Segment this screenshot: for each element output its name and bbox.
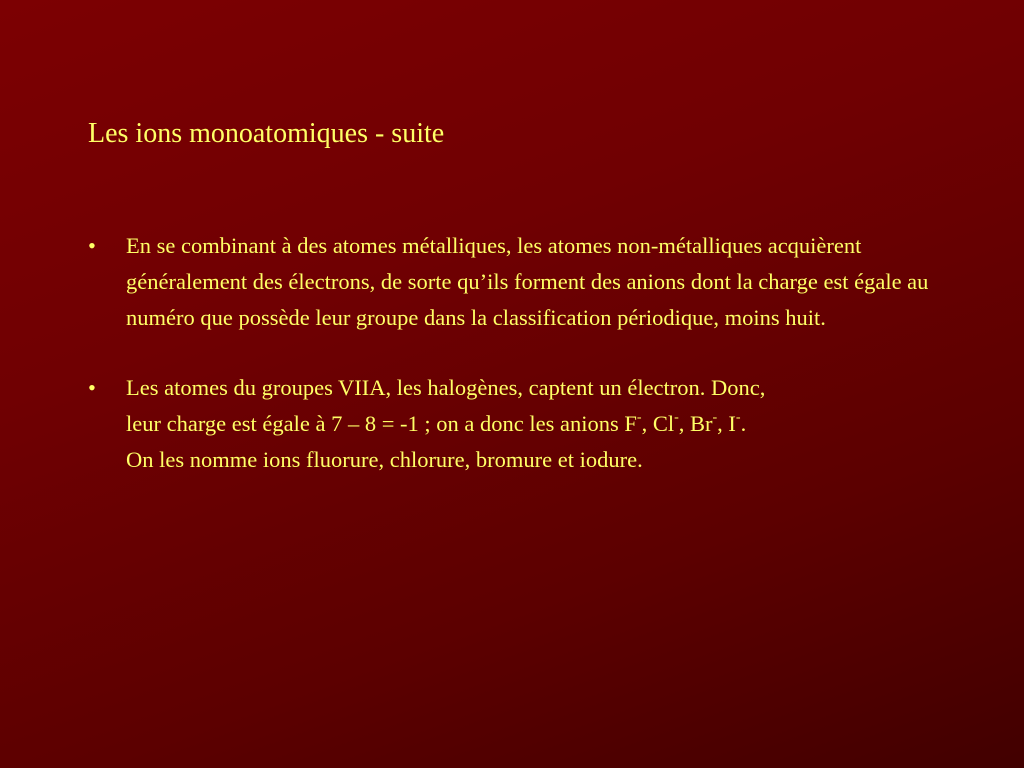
bullet-text: Les atomes du groupes VIIA, les halogènes, captent un électron. Donc, leur charge est égale à 7 – 8 = -1 ; on a donc les anions F-, Cl-, Br-, I-. On les nomme ions fluorure, chlorure, bromure et iodure. — [126, 375, 766, 472]
ion-chloride: Cl- — [652, 409, 679, 436]
bullet-text-line: Les atomes du groupes VIIA, les halogènes, captent un électron. Donc, — [126, 375, 766, 400]
bullet-text-line: leur charge est égale à 7 – 8 = -1 ; on a donc les anions — [126, 411, 625, 436]
bullet-item — [88, 228, 948, 336]
bullet-icon: • — [88, 233, 96, 258]
bullet-list — [88, 228, 948, 512]
slide-title: Les ions monoatomiques - suite — [88, 118, 445, 149]
ion-iodide: I- — [728, 409, 741, 436]
bullet-text: En se combinant à des atomes métalliques, les atomes non-métalliques acquièrent généralement des électrons, de sorte qu’ils forment des anions dont la charge est égale au numéro que possède leur groupe dans la classification périodique, moins huit. — [126, 233, 929, 330]
bullet-text-line: On les nomme ions fluorure, chlorure, bromure et iodure. — [126, 447, 643, 472]
bullet-item — [88, 370, 948, 478]
bullet-icon: • — [88, 375, 96, 400]
ion-fluoride: F- — [624, 409, 642, 436]
ion-bromide: Br- — [690, 409, 718, 436]
